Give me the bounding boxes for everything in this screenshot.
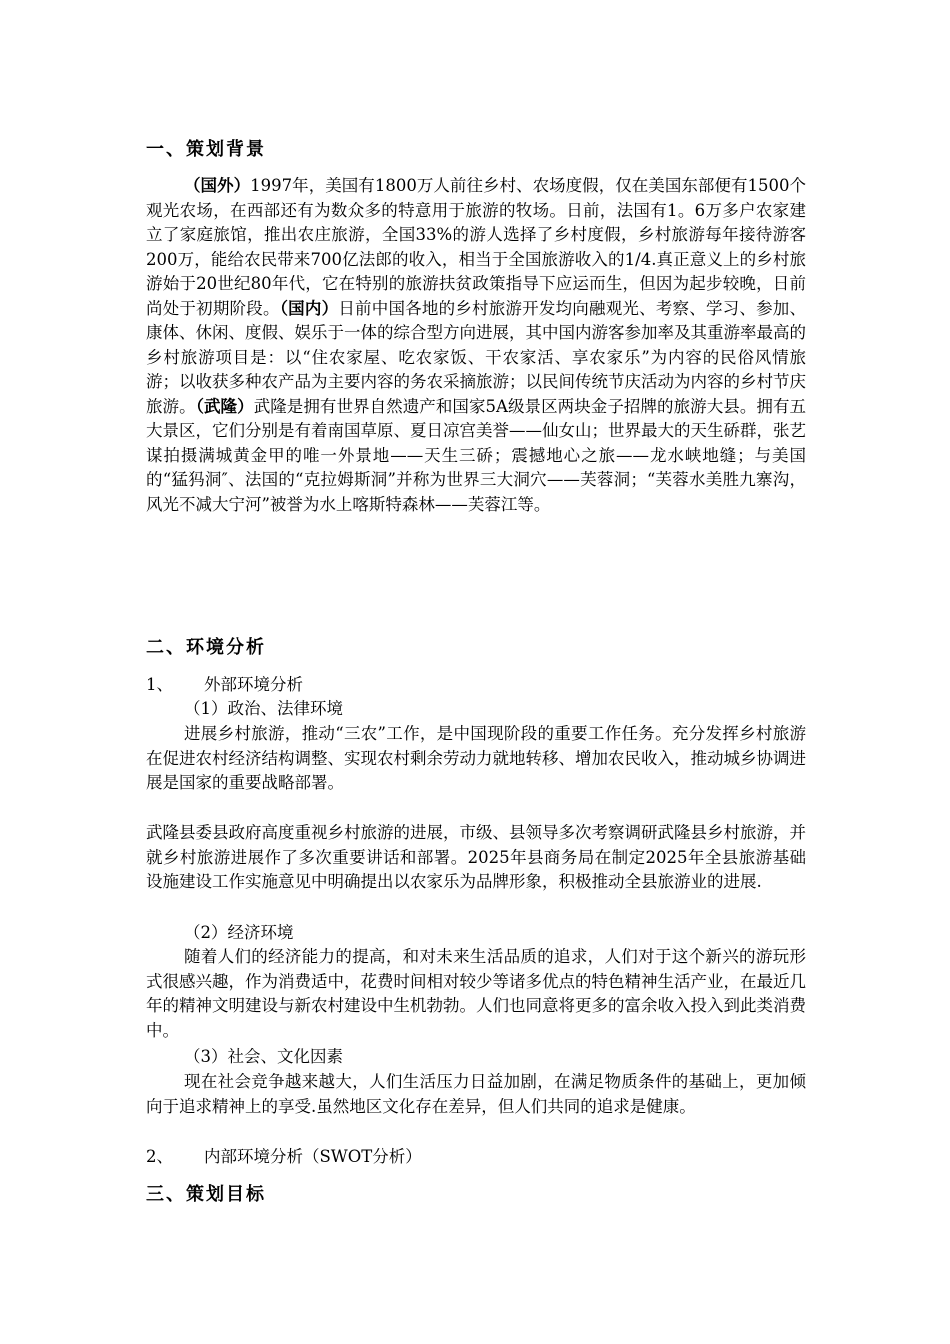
list-text: 外部环境分析	[204, 675, 303, 694]
section-1-title: 一、策划背景	[146, 139, 266, 160]
text-wulong: 武隆是拥有世界自然遗产和国家5A级景区两块金子招牌的旅游大县。拥有五大景区，它们分别是有着南国草原、夏日凉宫美誉——仙女山；世界最大的天生硚群，张艺谋拍摄满城黄金甲的唯一外景地——天生三硚；震撼地心之旅——龙水峡地缝；与美国的“猛犸洞″、法国的“克拉姆斯洞”并称为世界三大洞穴——芙蓉洞；“芙蓉水美胜九寨沟，风光不减大宁河”被誉为水上喀斯特森林——芙蓉江等。	[146, 396, 807, 514]
subheading-politics: （1）政治、法律环境	[184, 699, 343, 718]
paragraph-economy: 随着人们的经济能力的提高，和对未来生活品质的追求，人们对于这个新兴的游玩形式很感兴趣，作为消费适中，花费时间相对较少等诸多优点的特色精神生活产业，在最近几年的精神文明建设与新农村建设中生机勃勃。人们也同意将更多的富余收入投入到此类消费中。	[146, 947, 806, 1040]
list-number: 1、	[146, 675, 173, 694]
label-domestic: （国内）	[279, 298, 339, 318]
paragraph-politics-2: 武隆县委县政府高度重视乡村旅游的进展，市级、县领导多次考察调研武隆县乡村旅游，并就乡村旅游进展作了多次重要讲话和部署。2025年县商务局在制定2025年全县旅游基础设施建设工作实施意见中明确提出以农家乐为品牌形象，积极推动全县旅游业的进展.	[146, 823, 806, 891]
paragraph-society: 现在社会竞争越来越大，人们生活压力日益加剧，在满足物质条件的基础上，更加倾向于追求精神上的享受.虽然地区文化存在差异，但人们共同的追求是健康。	[146, 1072, 806, 1116]
list-item-external	[146, 673, 303, 697]
label-wulong: （武隆）	[195, 396, 254, 416]
list-item-internal	[146, 1145, 422, 1169]
section-1-paragraph	[146, 174, 806, 517]
section-3-title: 三、策划目标	[146, 1184, 266, 1205]
section-2-title: 二、环境分析	[146, 637, 266, 658]
subheading-society: （3）社会、文化因素	[184, 1047, 343, 1066]
label-abroad: （国外）	[184, 176, 251, 195]
text-domestic: 日前中国各地的乡村旅游开发均向融观光、考察、学习、参加、康体、休闲、度假、娱乐于一体的综合型方向进展，其中国内游客参加率及其重游率最高的乡村旅游项目是：以“住农家屋、吃农家饭、干农家活、享农家乐”为内容的民俗风情旅游；以收获多种农产品为主要内容的务农采摘旅游；以民间传统节庆活动为内容的乡村节庆旅游。	[146, 298, 807, 416]
text-abroad: 1997年，美国有1800万人前往乡村、农场度假，仅在美国东部便有1500个观光农场，在西部还有为数众多的特意用于旅游的牧场。日前，法国有1。6万多户农家建立了家庭旅馆，推出农庄旅游，全国33%的游人选择了乡村度假，乡村旅游每年接待游客200万，能给农民带来700亿法郎的收入，相当于全国旅游收入的1/4.真正意义上的乡村旅游始于20世纪80年代，它在特别的旅游扶贫政策指导下应运而生，但因为起步较晚，日前尚处于初期阶段。	[146, 176, 807, 318]
subheading-economy: （2）经济环境	[184, 923, 294, 942]
list-number: 2、	[146, 1147, 173, 1166]
paragraph-politics-1: 进展乡村旅游，推动“三农”工作，是中国现阶段的重要工作任务。充分发挥乡村旅游在促进农村经济结构调整、实现农村剩余劳动力就地转移、增加农民收入，推动城乡协调进展是国家的重要战略部署。	[146, 724, 806, 792]
list-text: 内部环境分析（SWOT分析）	[204, 1147, 422, 1166]
